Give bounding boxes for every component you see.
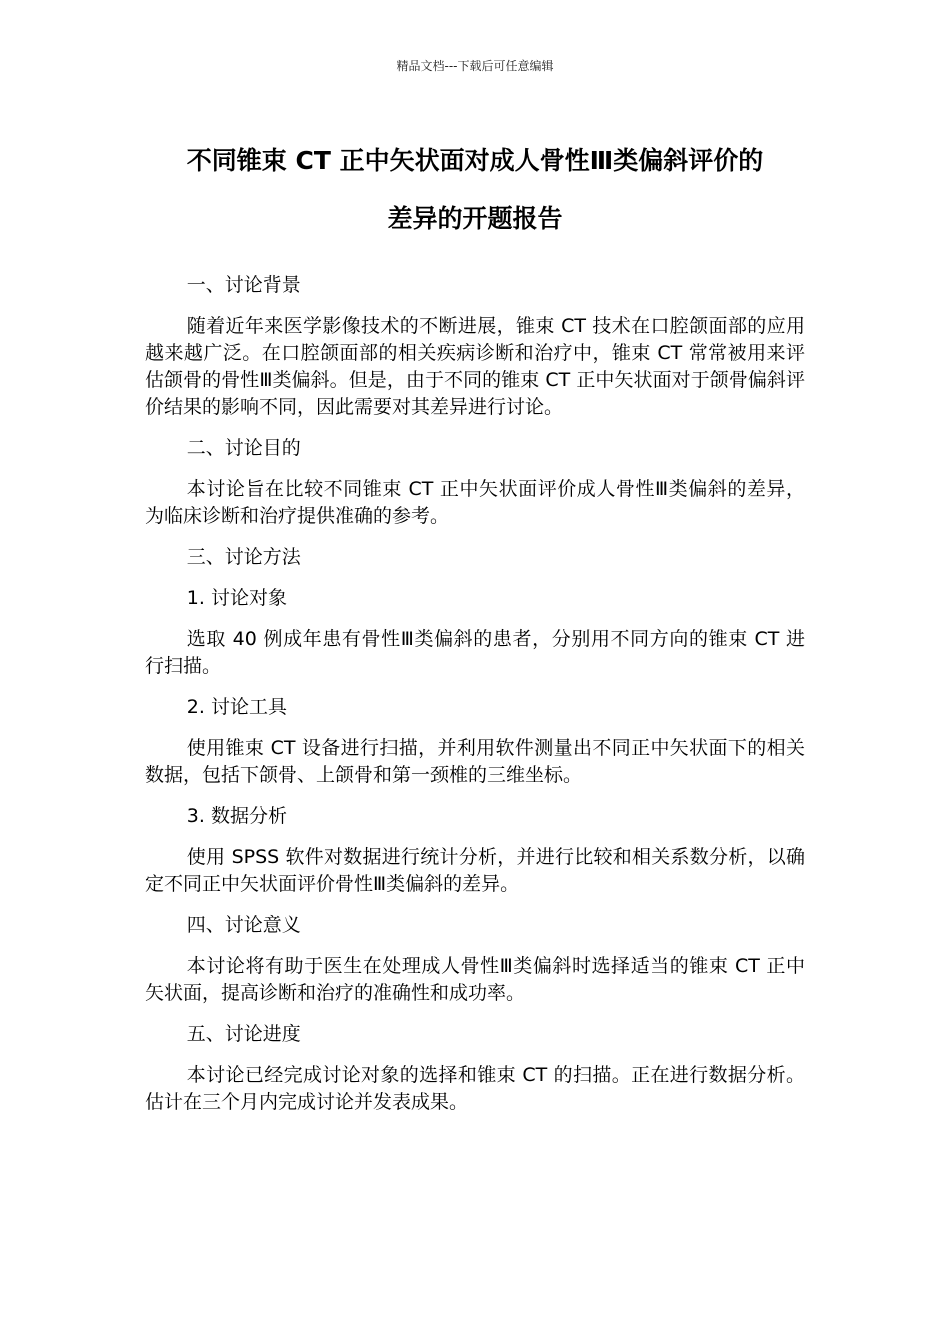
- section-heading-background: 一、讨论背景: [186, 274, 301, 296]
- section-body-purpose: 本讨论旨在比较不同锥束 CT 正中矢状面评价成人骨性Ⅲ类偏斜的差异，为临床诊断和治疗提供准确的参考。: [145, 478, 805, 527]
- page-header: 精品文档---下载后可任意编辑: [396, 59, 554, 73]
- section-body-progress: 本讨论已经完成讨论对象的选择和锥束 CT 的扫描。正在进行数据分析。估计在三个月内完成讨论并发表成果。: [145, 1064, 805, 1113]
- document-body: [145, 272, 805, 1130]
- section-heading-methods: 三、讨论方法: [186, 546, 301, 568]
- title-line-1: 不同锥束 CT 正中矢状面对成人骨性Ⅲ类偏斜评价的: [186, 146, 764, 175]
- section-heading-significance: 四、讨论意义: [186, 914, 301, 936]
- subsection-body-analysis: 使用 SPSS 软件对数据进行统计分析，并进行比较和相关系数分析，以确定不同正中矢状面评价骨性Ⅲ类偏斜的差异。: [145, 846, 805, 895]
- title-line-2: 差异的开题报告: [387, 204, 563, 233]
- subsection-heading-analysis: 3. 数据分析: [186, 805, 287, 827]
- subsection-heading-tools: 2. 讨论工具: [186, 696, 287, 718]
- subsection-body-subjects: 选取 40 例成年患有骨性Ⅲ类偏斜的患者，分别用不同方向的锥束 CT 进行扫描。: [145, 628, 805, 677]
- section-body-significance: 本讨论将有助于医生在处理成人骨性Ⅲ类偏斜时选择适当的锥束 CT 正中矢状面，提高诊断和治疗的准确性和成功率。: [145, 955, 805, 1004]
- section-heading-progress: 五、讨论进度: [186, 1023, 301, 1045]
- subsection-body-tools: 使用锥束 CT 设备进行扫描，并利用软件测量出不同正中矢状面下的相关数据，包括下颌骨、上颌骨和第一颈椎的三维坐标。: [145, 737, 805, 786]
- section-heading-purpose: 二、讨论目的: [186, 437, 301, 459]
- section-body-background: 随着近年来医学影像技术的不断进展，锥束 CT 技术在口腔颌面部的应用越来越广泛。在口腔颌面部的相关疾病诊断和治疗中，锥束 CT 常常被用来评估颌骨的骨性Ⅲ类偏斜。但是，由于不同的锥束 CT 正中矢状面对于颌骨偏斜评价结果的影响不同，因此需要对其差异进行讨论。: [145, 315, 805, 418]
- subsection-heading-subjects: 1. 讨论对象: [186, 587, 287, 609]
- document-title: [145, 132, 805, 248]
